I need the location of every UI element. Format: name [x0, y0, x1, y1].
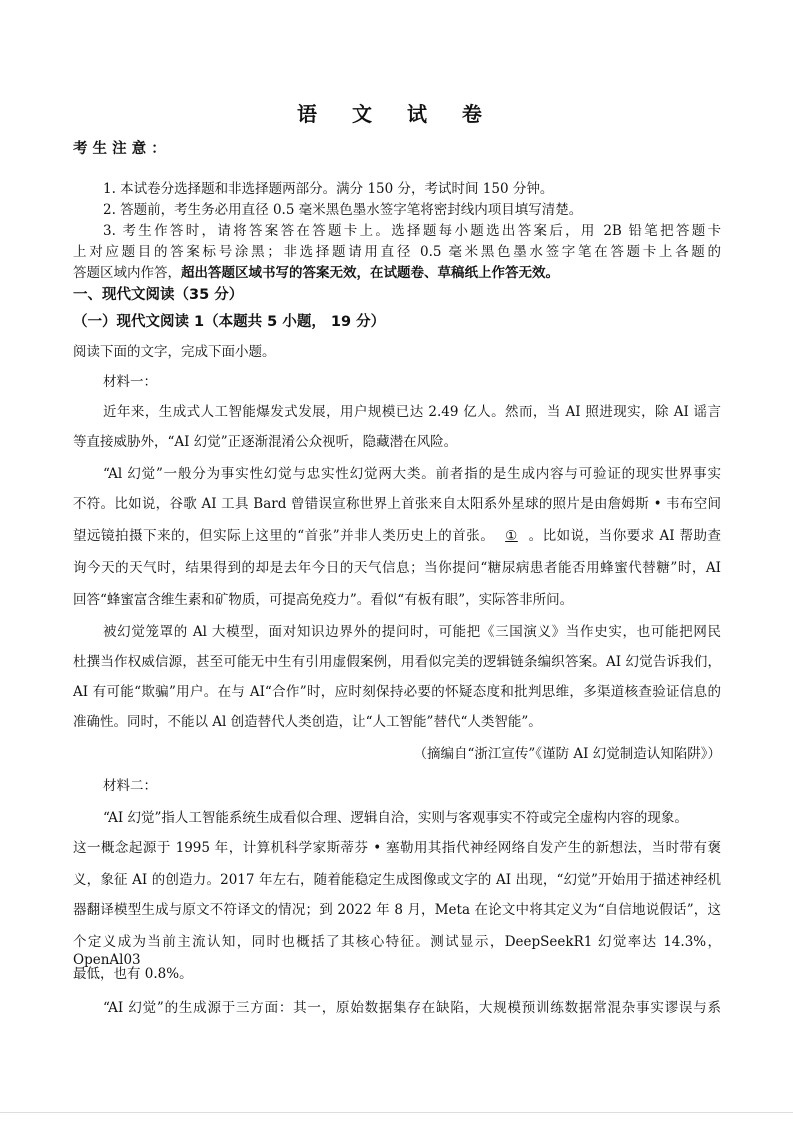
section-heading: [73, 313, 721, 331]
text-line: [103, 777, 721, 795]
text-segment: 考 生 注 意 ：: [73, 141, 166, 157]
text-segment: 阅读下面的文字，完成下面小题。: [73, 344, 276, 360]
text-line: [73, 901, 721, 919]
text-line: [73, 965, 721, 983]
text-line: [103, 222, 721, 240]
exam-title: 语 文 试 卷: [297, 102, 496, 126]
text-line: [73, 933, 721, 968]
text-segment: 询今天的天气时，结果得到的却是去年今日的天气信息；当你提问“糖尿病患者能否用蜂蜜代替糖”时，AI: [73, 560, 721, 576]
text-line: [73, 264, 721, 282]
text-segment: 回答“蜂蜜富含维生素和矿物质，可提高免疫力”。看似“有板有眼”，实际答非所问。: [73, 592, 574, 608]
text-segment: （摘编自“浙江宣传”《谨防 AI 幻觉制造认知陷阱》）: [413, 746, 721, 762]
section-heading: [73, 140, 721, 158]
text-segment: 被幻觉笼罩的 Al 大模型，面对知识边界外的提问时，可能把《三国演义》当作史实，也可能把网民: [103, 624, 721, 640]
text-line: [103, 373, 721, 391]
text-line: [73, 591, 721, 609]
text-segment: 。比如说，当你要求 AI 帮助查: [528, 528, 721, 544]
text-segment: （一）现代文阅读 1（本题共 5 小题， 19 分）: [73, 314, 386, 330]
text-line: [73, 495, 721, 513]
page-bottom-rule: [0, 1112, 793, 1113]
text-line: [73, 683, 721, 701]
text-segment: “AI 幻觉”指人工智能系统生成看似合理、逻辑自洽，实则与客观事实不符或完全虚构内容的现象。: [103, 810, 688, 826]
text-segment: “Al 幻觉”一般分为事实性幻觉与忠实性幻觉两大类。前者指的是生成内容与可验证的现实世界事实: [103, 466, 721, 482]
text-segment: 最低，也有 0.8%。: [73, 966, 193, 982]
text-line: [103, 403, 721, 421]
text-segment: 等直接威胁外，“AI 幻觉”正逐渐混淆公众视听，隐藏潜在风险。: [73, 434, 458, 450]
text-segment: 杜撰当作权威信源，甚至可能无中生有引用虚假案例，用看似完美的逻辑链条编织答案。AI 幻觉告诉我们，: [73, 654, 721, 670]
text-line: [73, 653, 721, 671]
text-line: [73, 871, 721, 889]
text-segment: 义，象征 AI 的创造力。2017 年左右，随着能稳定生成图像或文字的 AI 出现，“幻觉”开始用于描述神经机: [73, 872, 721, 888]
text-segment: 材料一：: [103, 374, 157, 390]
text-line: [103, 465, 721, 483]
text-segment: 近年来，生成式人工智能爆发式发展，用户规模已达 2.49 亿人。然而，当 AI 照进现实，除 AI 谣言: [103, 404, 721, 420]
text-segment: 1. 本试卷分选择题和非选择题两部分。满分 150 分，考试时间 150 分钟。: [103, 181, 554, 197]
text-segment: 答题区域内作答，: [73, 265, 181, 281]
text-segment: 望远镜拍摄下来的，但实际上这里的“首张”并非人类历史上的首张。: [73, 528, 495, 544]
text-line: [103, 623, 721, 641]
text-line: [73, 713, 721, 731]
text-line: [73, 527, 721, 545]
text-segment: 个定义成为当前主流认知，同时也概括了其核心特征。测试显示，DeepSeekR1 幻觉率达 14.3%，OpenAl03: [73, 934, 721, 968]
text-line: [73, 745, 721, 763]
text-segment: 上对应题目的答案标号涂黑；非选择题请用直径 0.5 毫米黑色墨水签字笔在答题卡上各题的: [73, 244, 721, 260]
text-segment: AI 有可能“欺骗”用户。在与 AI“合作”时，应时刻保持必要的怀疑态度和批判思维，多渠道核查验证信息的: [73, 684, 721, 700]
text-line: [103, 999, 721, 1017]
text-line: [73, 243, 721, 261]
text-line: [73, 559, 721, 577]
text-segment: 这一概念起源于 1995 年，计算机科学家斯蒂芬 • 塞勒用其指代神经网络自发产生的新想法，当时带有褒: [73, 840, 721, 856]
text-segment: “AI 幻觉”的生成源于三方面：其一，原始数据集存在缺陷，大规模预训练数据常混杂事实谬误与系: [103, 1000, 721, 1016]
text-line: [103, 180, 721, 198]
text-line: [103, 201, 721, 219]
text-line: [103, 809, 721, 827]
text-segment: 3. 考生作答时，请将答案答在答题卡上。选择题每小题选出答案后，用 2B 铅笔把答题卡: [103, 223, 721, 239]
text-segment: 一、现代文阅读（35 分）: [73, 287, 244, 303]
text-segment: 材料二：: [103, 778, 157, 794]
bold-text: 超出答题区域书写的答案无效，在试题卷、草稿纸上作答无效。: [181, 265, 559, 281]
blank-marker: ①: [505, 528, 518, 544]
text-segment: 器翻译模型生成与原文不符译文的情况；到 2022 年 8 月，Meta 在论文中将其定义为“自信地说假话”，这: [73, 902, 721, 918]
text-segment: 不符。比如说，谷歌 AI 工具 Bard 曾错误宣称世界上首张来自太阳系外星球的照片是由詹姆斯 • 韦布空间: [73, 496, 721, 512]
text-line: [73, 433, 721, 451]
text-line: [73, 839, 721, 857]
text-segment: 2. 答题前，考生务必用直径 0.5 毫米黑色墨水签字笔将密封线内项目填写清楚。: [103, 202, 583, 218]
text-segment: 准确性。同时，不能以 Al 创造替代人类创造，让“人工智能”替代“人类智能”。: [73, 714, 542, 730]
section-heading: [73, 286, 721, 304]
text-line: [73, 343, 721, 361]
